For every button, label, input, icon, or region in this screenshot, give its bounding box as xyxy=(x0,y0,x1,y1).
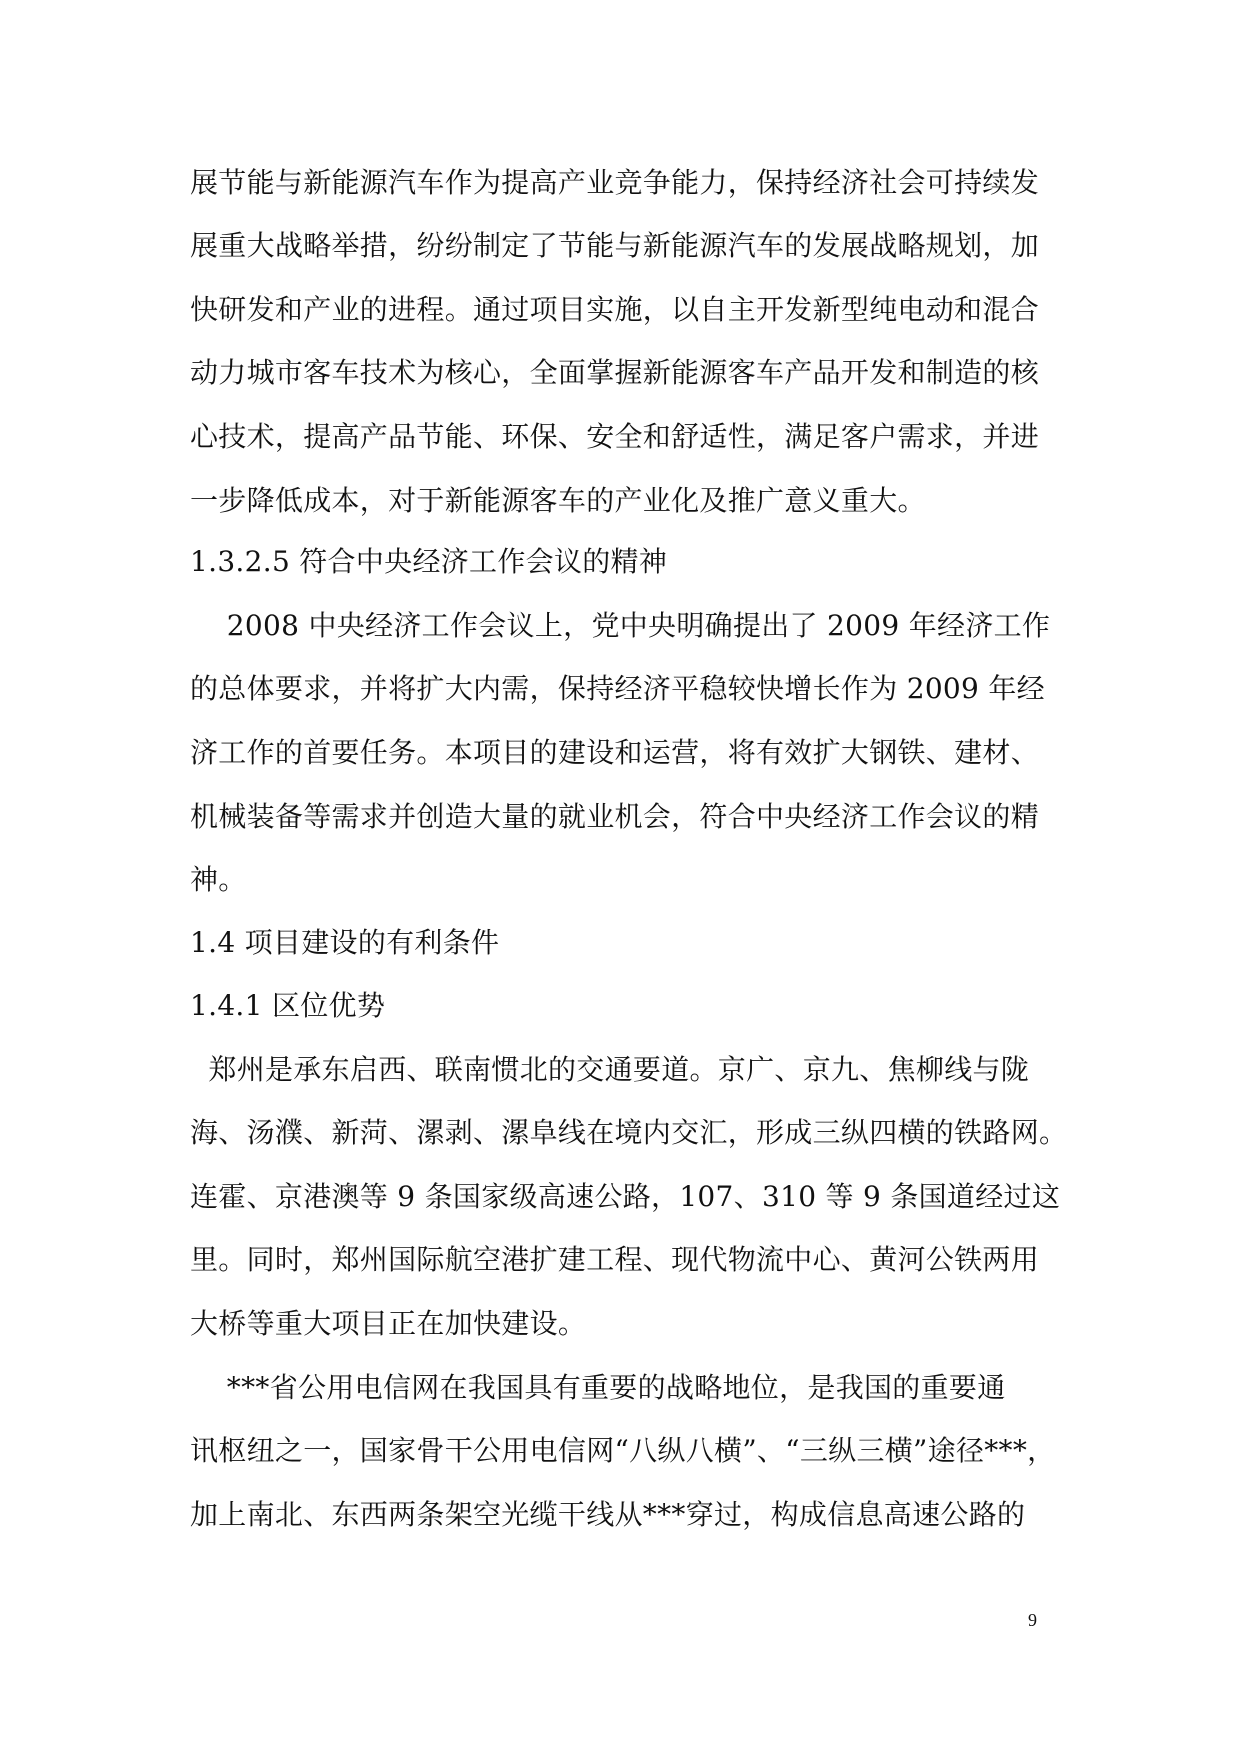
section-heading: 1.3.2.5 符合中央经济工作会议的精神 xyxy=(190,545,668,578)
text-line: 2008 中央经济工作会议上，党中央明确提出了 2009 年经济工作 xyxy=(190,609,1051,642)
text-line: 郑州是承东启西、联南惯北的交通要道。京广、京九、焦柳线与陇 xyxy=(190,1053,1030,1086)
text-line: 展重大战略举措，纷纷制定了节能与新能源汽车的发展战略规划，加 xyxy=(190,229,1040,262)
section-heading: 1.4.1 区位优势 xyxy=(190,989,386,1022)
text-line: 连霍、京港澳等 9 条国家级高速公路，107、310 等 9 条国道经过这 xyxy=(190,1180,1061,1213)
text-line: 心技术，提高产品节能、环保、安全和舒适性，满足客户需求，并进 xyxy=(190,420,1040,453)
text-line: 海、汤濮、新菏、漯剥、漯阜线在境内交汇，形成三纵四横的铁路网。 xyxy=(190,1116,1068,1149)
text-line: 展节能与新能源汽车作为提高产业竞争能力，保持经济社会可持续发 xyxy=(190,166,1040,199)
text-line: ***省公用电信网在我国具有重要的战略地位，是我国的重要通 xyxy=(190,1371,1006,1404)
text-line: 里。同时，郑州国际航空港扩建工程、现代物流中心、黄河公铁两用 xyxy=(190,1243,1040,1276)
page-number: 9 xyxy=(1028,1610,1037,1630)
text-line: 一步降低成本，对于新能源客车的产业化及推广意义重大。 xyxy=(190,484,926,517)
text-line: 讯枢纽之一，国家骨干公用电信网“八纵八横”、“三纵三横”途径***， xyxy=(190,1434,1056,1467)
text-line: 动力城市客车技术为核心，全面掌握新能源客车产品开发和制造的核 xyxy=(190,356,1040,389)
text-line: 大桥等重大项目正在加快建设。 xyxy=(190,1307,587,1340)
text-line: 济工作的首要任务。本项目的建设和运营，将有效扩大钢铁、建材、 xyxy=(190,736,1040,769)
text-line: 机械装备等需求并创造大量的就业机会，符合中央经济工作会议的精 xyxy=(190,800,1040,833)
text-line: 的总体要求，并将扩大内需，保持经济平稳较快增长作为 2009 年经 xyxy=(190,672,1045,705)
section-heading: 1.4 项目建设的有利条件 xyxy=(190,926,500,959)
text-line: 快研发和产业的进程。通过项目实施，以自主开发新型纯电动和混合 xyxy=(190,293,1040,326)
text-line: 加上南北、东西两条架空光缆干线从***穿过，构成信息高速公路的 xyxy=(190,1498,1026,1531)
text-line: 神。 xyxy=(190,863,247,896)
